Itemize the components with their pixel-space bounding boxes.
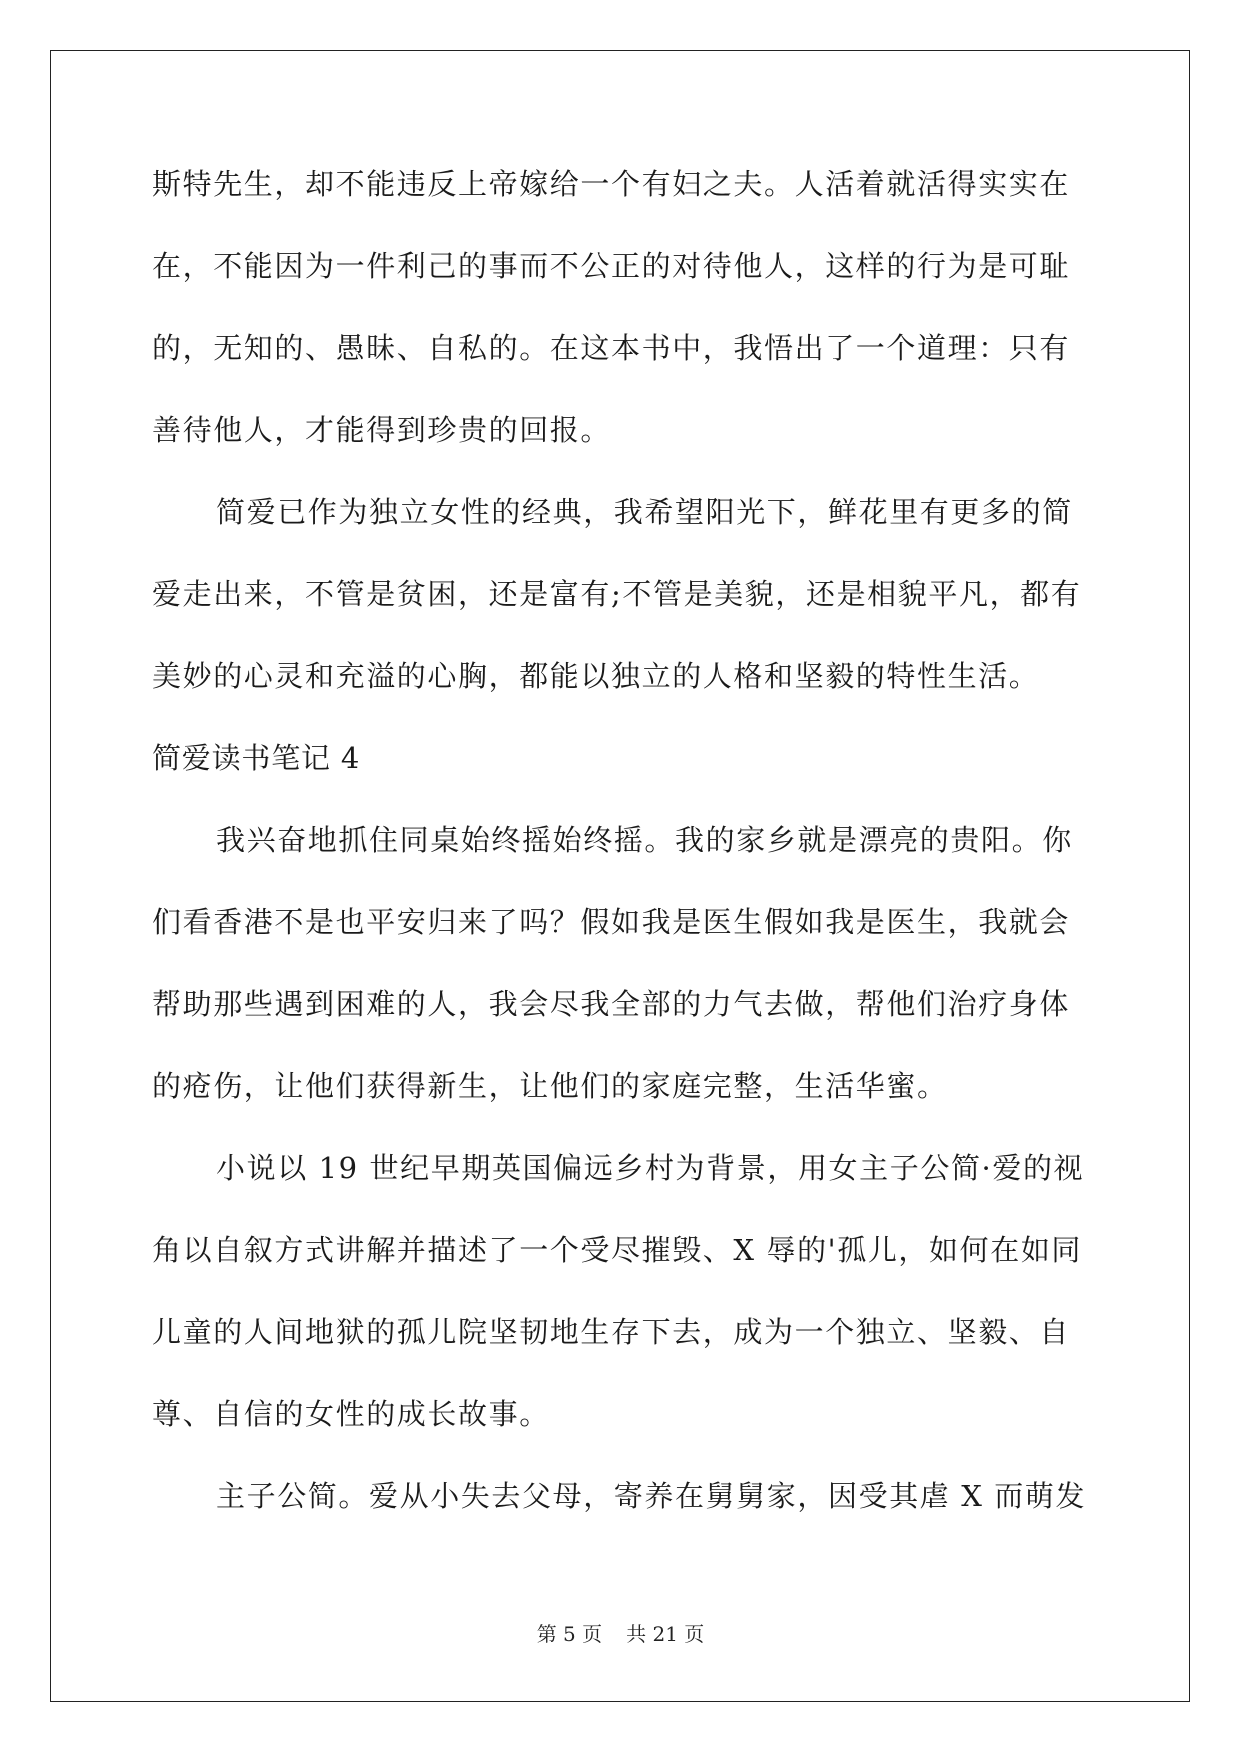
text-line-17: 主子公简。爱从小失去父母，寄养在舅舅家，因受其虐 X 而萌发	[216, 1479, 1087, 1513]
text-line-15: 儿童的人间地狱的孤儿院坚韧地生存下去，成为一个独立、坚毅、自	[152, 1315, 1071, 1349]
page-footer	[0, 1620, 1241, 1648]
text-line-6: 爱走出来，不管是贫困，还是富有;不管是美貌，还是相貌平凡，都有	[152, 577, 1082, 611]
text-line-14: 角以自叙方式讲解并描述了一个受尽摧毁、X 辱的'孤儿，如何在如同	[152, 1233, 1083, 1267]
text-line-16: 尊、自信的女性的成长故事。	[152, 1397, 550, 1431]
document-body	[152, 163, 1092, 1557]
text-line-5: 简爱已作为独立女性的经典，我希望阳光下，鲜花里有更多的简	[216, 495, 1073, 529]
text-line-3: 的，无知的、愚昧、自私的。在这本书中，我悟出了一个道理：只有	[152, 331, 1071, 365]
text-line-11: 帮助那些遇到困难的人，我会尽我全部的力气去做，帮他们治疗身体	[152, 987, 1071, 1021]
page-number: 第 5 页	[536, 1622, 603, 1646]
text-line-13: 小说以 19 世纪早期英国偏远乡村为背景，用女主子公简·爱的视	[216, 1151, 1085, 1185]
text-line-10: 们看香港不是也平安归来了吗？假如我是医生假如我是医生，我就会	[152, 905, 1071, 939]
text-line-2: 在，不能因为一件利己的事而不公正的对待他人，这样的行为是可耻	[152, 249, 1071, 283]
section-heading: 简爱读书笔记 4	[152, 741, 361, 775]
text-line-12: 的疮伤，让他们获得新生，让他们的家庭完整，生活华蜜。	[152, 1069, 948, 1103]
text-line-7: 美妙的心灵和充溢的心胸，都能以独立的人格和坚毅的特性生活。	[152, 659, 1040, 693]
text-line-1: 斯特先生，却不能违反上帝嫁给一个有妇之夫。人活着就活得实实在	[152, 167, 1071, 201]
text-line-4: 善待他人，才能得到珍贵的回报。	[152, 413, 612, 447]
page-total: 共 21 页	[626, 1622, 705, 1646]
text-line-9: 我兴奋地抓住同桌始终摇始终摇。我的家乡就是漂亮的贵阳。你	[216, 823, 1073, 857]
